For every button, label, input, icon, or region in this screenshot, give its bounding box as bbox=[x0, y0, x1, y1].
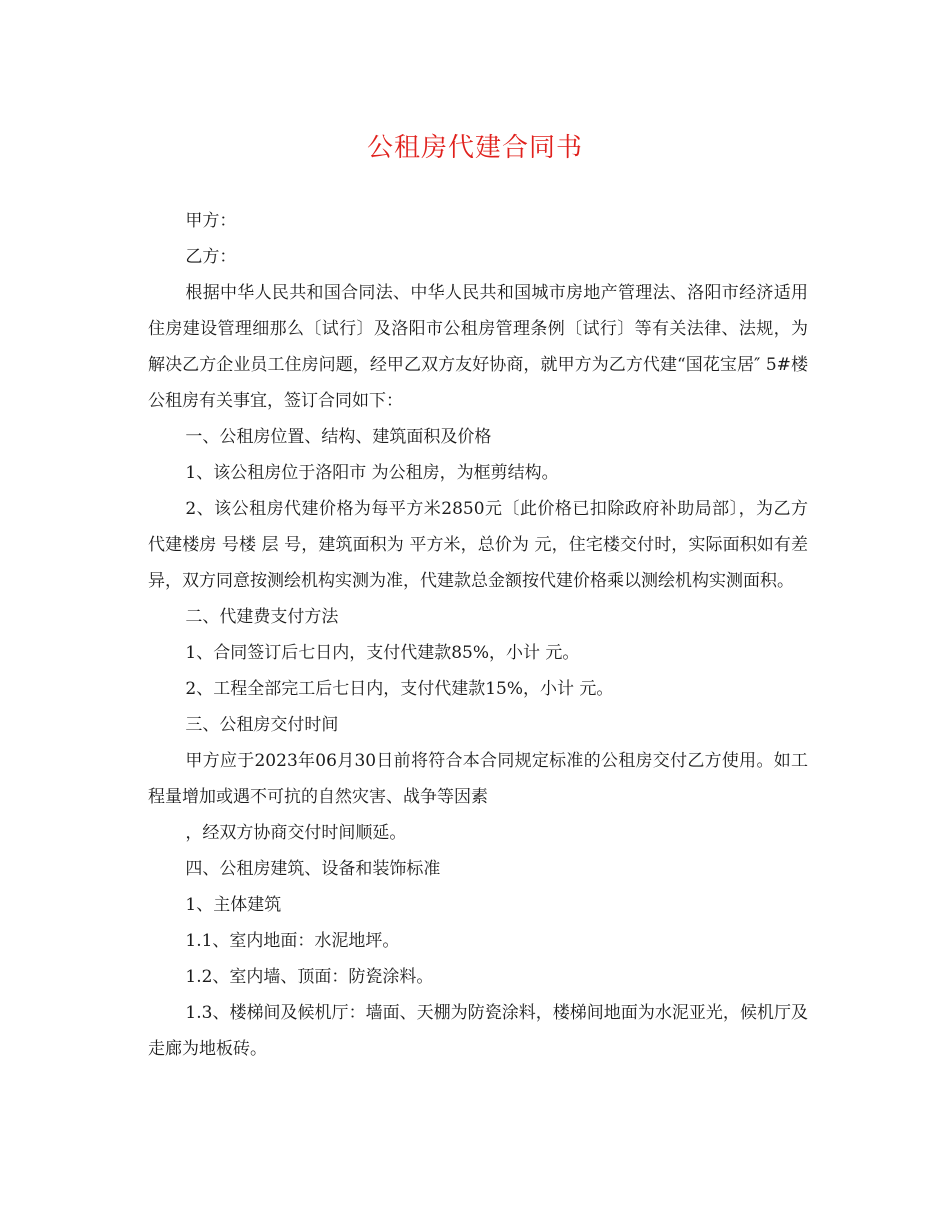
section-4-item-1-3: 1.3、楼梯间及候机厅：墙面、天棚为防瓷涂料，楼梯间地面为水泥亚光，候机厅及走廊为地板砖。 bbox=[148, 1003, 808, 1059]
party-a-line: 甲方： bbox=[185, 211, 237, 231]
section-2-heading: 二、代建费支付方法 bbox=[185, 607, 339, 627]
preamble-paragraph: 根据中华人民共和国合同法、中华人民共和国城市房地产管理法、洛阳市经济适用住房建设管理细那么〔试行〕及洛阳市公租房管理条例〔试行〕等有关法律、法规，为解决乙方企业员工住房问题，经甲乙双方友好协商，就甲方为乙方代建“国花宝居″ 5#楼公租房有关事宜，签订合同如下： bbox=[148, 283, 808, 411]
section-3-paragraph: 甲方应于2023年06月30日前将符合本合同规定标准的公租房交付乙方使用。如工程量增加或遇不可抗的自然灾害、战争等因素 bbox=[148, 751, 808, 807]
party-b-line: 乙方： bbox=[185, 247, 237, 267]
section-1-item-1: 1、该公租房位于洛阳市 为公租房，为框剪结构。 bbox=[185, 463, 559, 483]
section-4-item-1-2: 1.2、室内墙、顶面：防瓷涂料。 bbox=[185, 967, 434, 987]
document-body bbox=[148, 203, 808, 1067]
section-3-continuation: ，经双方协商交付时间顺延。 bbox=[185, 823, 407, 843]
section-1-heading: 一、公租房位置、结构、建筑面积及价格 bbox=[185, 427, 492, 447]
section-2-item-1: 1、合同签订后七日内，支付代建款85%，小计 元。 bbox=[185, 643, 580, 663]
section-4-heading: 四、公租房建筑、设备和装饰标准 bbox=[185, 859, 441, 879]
section-3-heading: 三、公租房交付时间 bbox=[185, 715, 339, 735]
section-2-item-2: 2、工程全部完工后七日内，支付代建款15%，小计 元。 bbox=[185, 679, 614, 699]
section-4-item-1: 1、主体建筑 bbox=[185, 895, 282, 915]
document-title: 公租房代建合同书 bbox=[366, 133, 583, 163]
section-4-item-1-1: 1.1、室内地面：水泥地坪。 bbox=[185, 931, 400, 951]
section-1-item-2: 2、该公租房代建价格为每平方米2850元〔此价格已扣除政府补助局部〕，为乙方代建楼房 号楼 层 号，建筑面积为 平方米，总价为 元，住宅楼交付时，实际面积如有差异，双方同意按测绘机构实测为准，代建款总金额按代建价格乘以测绘机构实测面积。 bbox=[148, 499, 808, 591]
